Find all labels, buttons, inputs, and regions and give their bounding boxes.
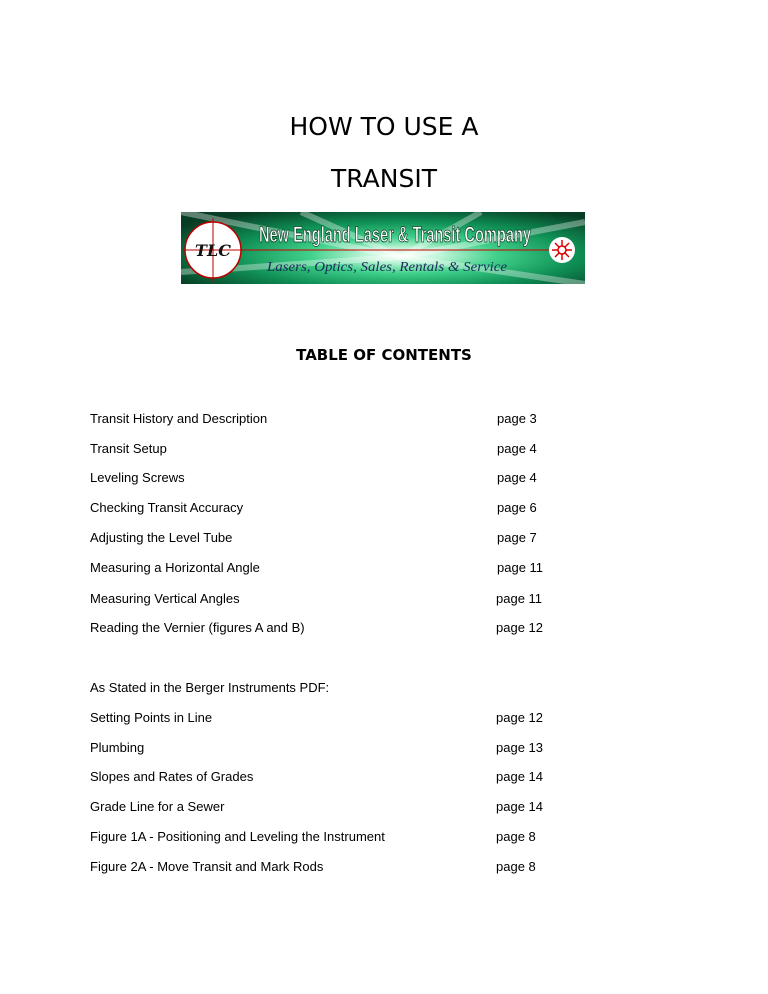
- toc-entry-page: page 12: [496, 710, 543, 725]
- toc-entry-page: page 12: [496, 620, 543, 635]
- toc-entry-page: page 8: [496, 829, 536, 844]
- toc-entry-label: Transit History and Description: [90, 411, 268, 426]
- toc-entry-page: page 7: [497, 530, 537, 545]
- toc-entry-label: Plumbing: [90, 740, 145, 755]
- toc-entry-label: Measuring a Horizontal Angle: [90, 560, 260, 575]
- toc-entry-label: Measuring Vertical Angles: [90, 591, 240, 606]
- toc-entry-label: Transit Setup: [90, 441, 167, 456]
- toc-entry-page: page 3: [497, 411, 537, 426]
- toc-entry-page: page 4: [497, 470, 537, 485]
- toc-entry-label: Adjusting the Level Tube: [90, 530, 233, 545]
- toc-entry-label: Setting Points in Line: [90, 710, 213, 725]
- toc-entry-label: Figure 2A - Move Transit and Mark Rods: [90, 859, 324, 874]
- toc-entry-label: Grade Line for a Sewer: [90, 799, 225, 814]
- toc-entry-label: Figure 1A - Positioning and Leveling the Instrument: [90, 829, 385, 844]
- toc-entry-page: page 11: [496, 591, 543, 606]
- toc-entry-page: page 11: [497, 560, 544, 575]
- toc-entry-page: page 14: [496, 769, 543, 784]
- berger-heading: As Stated in the Berger Instruments PDF:: [90, 680, 330, 695]
- toc-entry-page: page 8: [496, 859, 536, 874]
- toc-heading: TABLE OF CONTENTS: [296, 346, 472, 364]
- title-line-1: HOW TO USE A: [289, 112, 479, 141]
- logo-tagline-text: Lasers, Optics, Sales, Rentals & Service: [265, 260, 507, 275]
- laser-burst-icon: [558, 246, 566, 254]
- title-line-2: TRANSIT: [331, 164, 437, 193]
- toc-entry-page: page 13: [496, 740, 543, 755]
- logo-badge-text: TLC: [195, 241, 231, 260]
- toc-entry-page: page 14: [496, 799, 543, 814]
- toc-entry-label: Slopes and Rates of Grades: [90, 769, 254, 784]
- toc-entry-label: Checking Transit Accuracy: [90, 500, 244, 515]
- logo-company-text: New England Laser & Transit Company: [259, 222, 532, 247]
- toc-entry-page: page 4: [497, 441, 537, 456]
- toc-entry-label: Reading the Vernier (figures A and B): [90, 620, 305, 635]
- toc-entry-label: Leveling Screws: [90, 470, 185, 485]
- logo-graphic: [181, 212, 585, 284]
- toc-entry-page: page 6: [497, 500, 537, 515]
- company-logo-banner: [181, 212, 585, 284]
